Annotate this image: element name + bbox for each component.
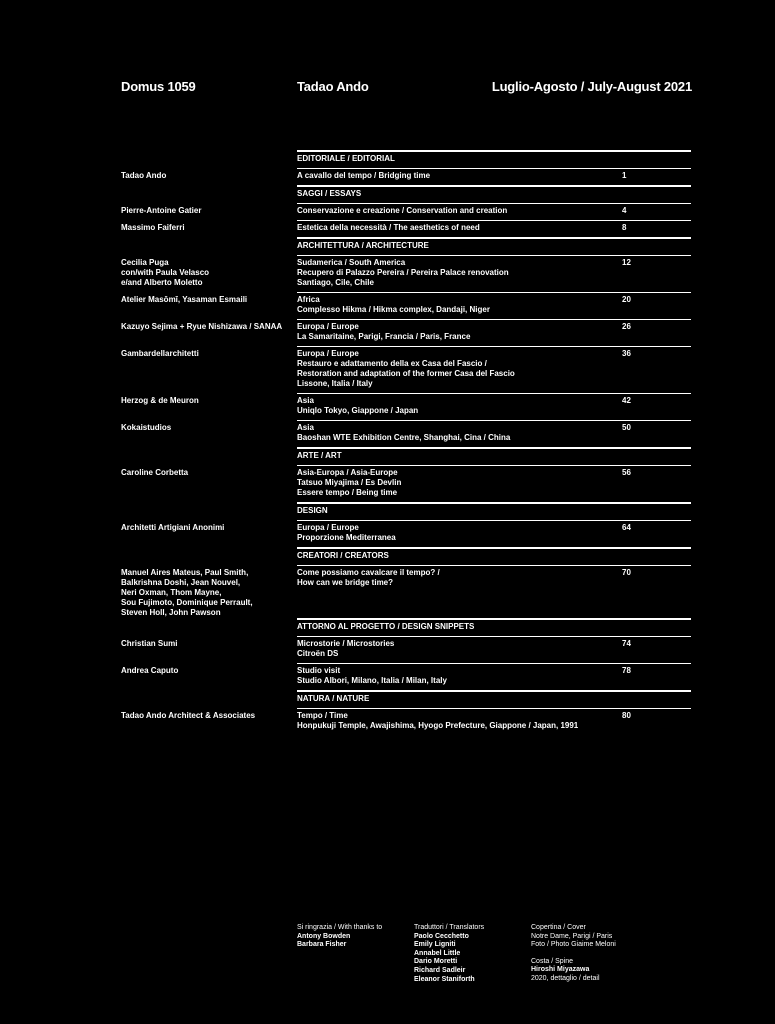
entry-page: 4	[622, 206, 627, 215]
toc-entry	[121, 220, 691, 237]
section-heading: ARCHITETTURA / ARCHITECTURE	[297, 237, 691, 255]
entry-title: Asia Uniqlo Tokyo, Giappone / Japan	[297, 396, 419, 415]
entry-title: Conservazione e creazione / Conservation and creation	[297, 206, 508, 215]
translator-name: Paolo Cecchetto	[414, 932, 469, 940]
entry-title: Europa / Europe La Samaritaine, Parigi, Francia / Paris, France	[297, 322, 471, 341]
entry-page: 42	[622, 396, 631, 405]
entry-author: Caroline Corbetta	[121, 468, 189, 477]
entry-title: Come possiamo cavalcare il tempo? / How can we bridge time?	[297, 568, 440, 587]
toc-entry	[121, 346, 691, 393]
toc-entry	[121, 255, 691, 292]
thanks-column	[297, 924, 417, 950]
entry-page: 8	[622, 223, 627, 232]
entry-title: Estetica della necessità / The aesthetics of need	[297, 223, 480, 232]
entry-page: 50	[622, 423, 631, 432]
entry-title: A cavallo del tempo / Bridging time	[297, 171, 431, 180]
entry-author: Christian Sumi	[121, 639, 178, 648]
entry-author: Cecilia Puga con/with Paula Velasco e/and Alberto Moletto	[121, 258, 210, 287]
section-heading: ARTE / ART	[297, 447, 691, 465]
entry-page: 80	[622, 711, 631, 720]
toc-entry	[121, 520, 691, 547]
thanks-name: Barbara Fisher	[297, 941, 347, 949]
toc-entry	[121, 420, 691, 447]
magazine-issue: Domus 1059	[121, 79, 196, 94]
cover-label: Copertina / Cover	[531, 924, 586, 931]
table-of-contents	[121, 150, 691, 735]
spine-name: Hiroshi Miyazawa	[531, 966, 590, 974]
entry-title: Microstorie / Microstories Citroën DS	[297, 639, 395, 658]
entry-author: Herzog & de Meuron	[121, 396, 199, 405]
toc-entry	[121, 168, 691, 185]
entry-author: Massimo Faiferri	[121, 223, 185, 232]
entry-author: Pierre-Antoine Gatier	[121, 206, 202, 215]
entry-title: Asia Baoshan WTE Exhibition Centre, Shanghai, Cina / China	[297, 423, 511, 442]
issue-topic: Tadao Ando	[297, 79, 369, 94]
entry-author: Andrea Caputo	[121, 666, 179, 675]
entry-page: 70	[622, 568, 631, 577]
entry-author: Gambardellarchitetti	[121, 349, 199, 358]
issue-date: Luglio-Agosto / July-August 2021	[491, 79, 692, 94]
toc-entry	[121, 319, 691, 346]
toc-entry	[121, 465, 691, 502]
translators-label: Traduttori / Translators	[414, 924, 485, 931]
translator-name: Emily Ligniti	[414, 941, 456, 949]
entry-author: Tadao Ando	[121, 171, 167, 180]
entry-author: Manuel Aires Mateus, Paul Smith, Balkrishna Doshi, Jean Nouvel, Neri Oxman, Thom Mayne, Sou Fujimoto, Dominique Perrault, Steven Holl, John Pawson	[121, 568, 253, 617]
entry-page: 74	[622, 639, 631, 648]
section-heading: NATURA / NATURE	[297, 690, 691, 708]
entry-title: Europa / Europe Proporzione Mediterranea	[297, 523, 396, 542]
entry-page: 20	[622, 295, 631, 304]
section-heading: CREATORI / CREATORS	[297, 547, 691, 565]
entry-author: Tadao Ando Architect & Associates	[121, 711, 256, 720]
entry-author: Atelier Masōmī, Yasaman Esmaili	[121, 295, 248, 304]
translators-column	[414, 924, 534, 984]
entry-page: 36	[622, 349, 631, 358]
translator-name: Richard Sadleir	[414, 966, 466, 974]
toc-entry	[121, 292, 691, 319]
entry-title: Sudamerica / South America Recupero di Palazzo Pereira / Pereira Palace renovation Santiago, Cile, Chile	[297, 258, 509, 287]
translator-name: Annabel Little	[414, 949, 461, 957]
cover-column	[531, 924, 651, 984]
entry-page: 64	[622, 523, 631, 532]
entry-title: Asia-Europa / Asia-Europe Tatsuo Miyajima / Es Devlin Essere tempo / Being time	[297, 468, 402, 497]
thanks-name: Antony Bowden	[297, 932, 351, 940]
section-heading: EDITORIALE / EDITORIAL	[297, 150, 691, 168]
entry-title: Tempo / Time Honpukuji Temple, Awajishima, Hyogo Prefecture, Giappone / Japan, 1991	[297, 711, 579, 730]
toc-entry	[121, 636, 691, 663]
toc-entry	[121, 663, 691, 690]
spine-label: Costa / Spine	[531, 957, 574, 965]
translator-name: Eleanor Staniforth	[414, 975, 475, 983]
entry-title: Studio visit Studio Albori, Milano, Italia / Milan, Italy	[297, 666, 447, 685]
entry-title: Europa / Europe Restauro e adattamento della ex Casa del Fascio / Restoration and adaptation of the former Casa del Fascio Lissone, Italia / Italy	[297, 349, 515, 388]
entry-page: 26	[622, 322, 631, 331]
translator-name: Dario Moretti	[414, 958, 458, 966]
entry-author: Kazuyo Sejima + Ryue Nishizawa / SANAA	[121, 322, 283, 331]
entry-author: Kokaistudios	[121, 423, 172, 432]
section-heading: DESIGN	[297, 502, 691, 520]
toc-entry	[121, 565, 691, 618]
entry-title: Africa Complesso Hikma / Hikma complex, Dandaji, Niger	[297, 295, 490, 314]
section-heading: SAGGI / ESSAYS	[297, 185, 691, 203]
entry-page: 56	[622, 468, 631, 477]
toc-entry	[121, 393, 691, 420]
cover-line: Foto / Photo Giaime Meloni	[531, 941, 616, 949]
section-heading: ATTORNO AL PROGETTO / DESIGN SNIPPETS	[297, 618, 691, 636]
entry-author: Architetti Artigiani Anonimi	[121, 523, 225, 532]
entry-page: 78	[622, 666, 631, 675]
entry-page: 12	[622, 258, 631, 267]
entry-page: 1	[622, 171, 627, 180]
thanks-label: Si ringrazia / With thanks to	[297, 924, 383, 931]
cover-line: Notre Dame, Parigi / Paris	[531, 932, 613, 940]
toc-entry	[121, 203, 691, 220]
toc-entry	[121, 708, 691, 735]
spine-detail: 2020, dettaglio / detail	[531, 974, 600, 982]
